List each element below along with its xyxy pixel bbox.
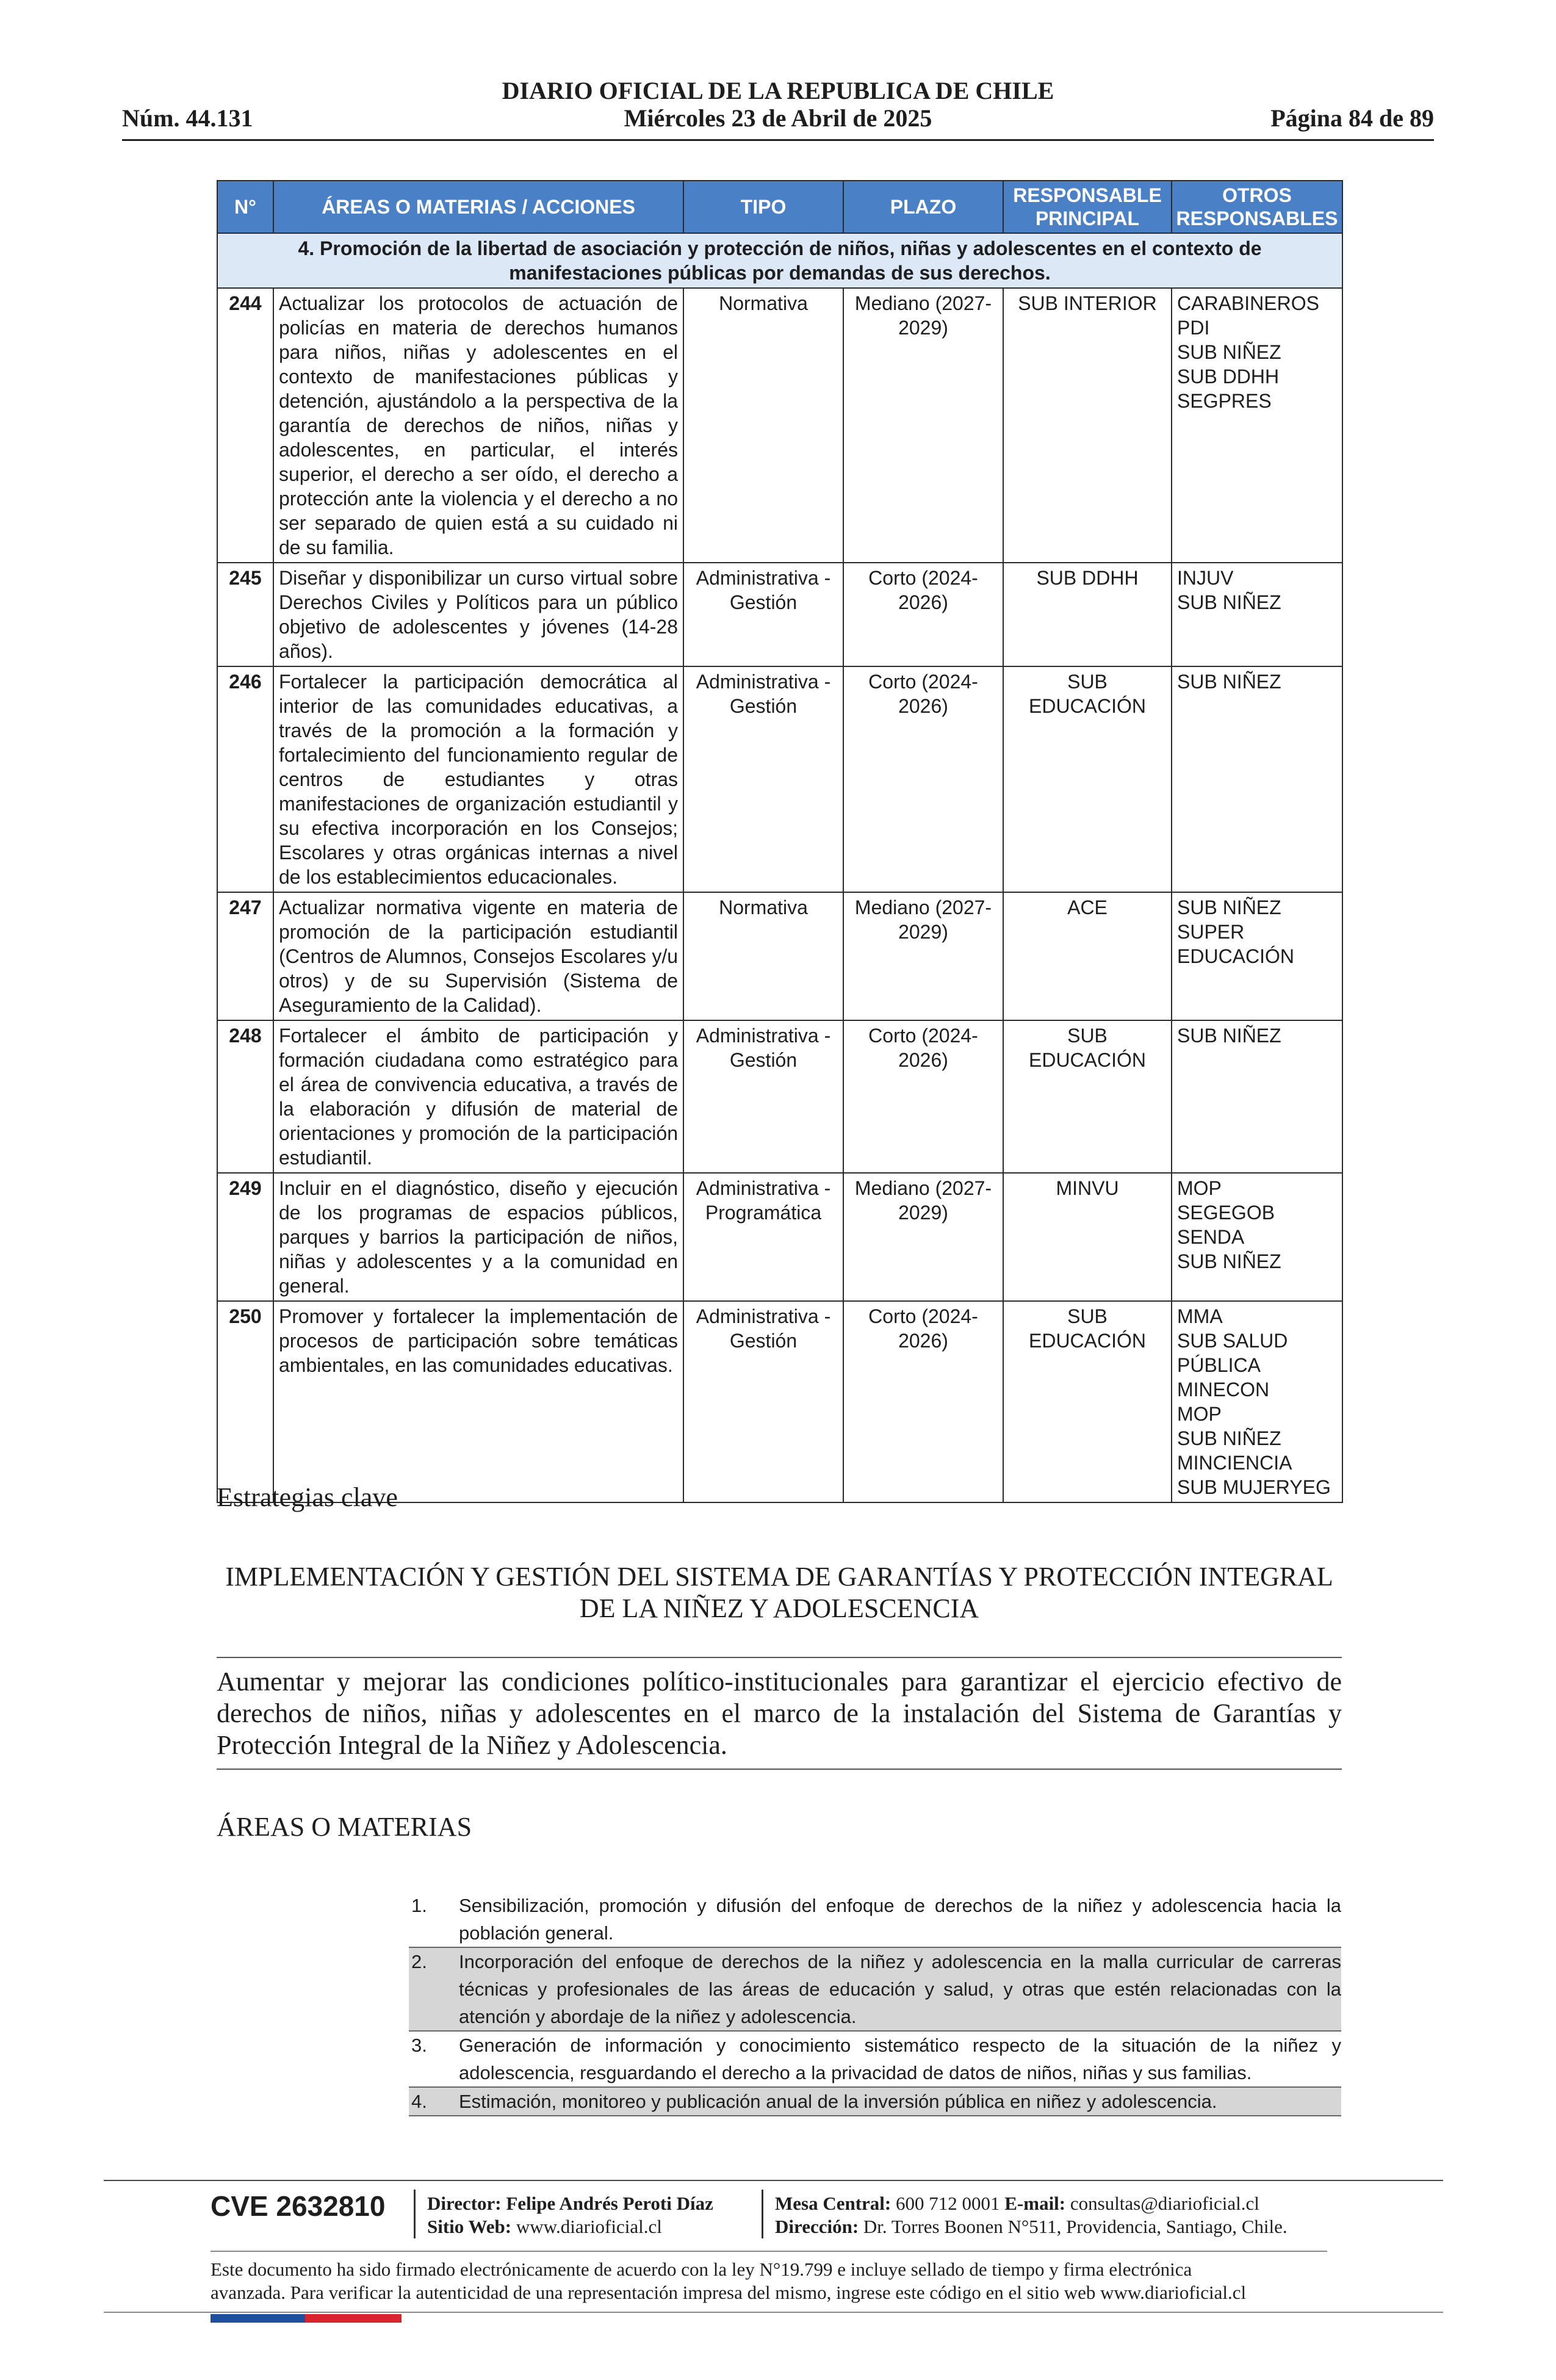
other-responsible: MMA [1177,1305,1223,1327]
row-number: 246 [217,666,273,892]
row-otros [1172,1020,1342,1173]
row-action: Fortalecer la participación democrática al interior de las comunidades educativas, a través de la promoción a la formación y fortalecimiento del funcionamiento regular de centros de estudiantes y otras manifestaciones de organización estudiantil y su efectiva incorporación en los Consejos; Escolares y otras orgánicas internas a nivel de los establecimientos educacionales. [273,666,683,892]
mesa-phone: 600 712 0001 [896,2193,1000,2214]
issue-number: Núm. 44.131 [122,104,253,132]
row-action: Promover y fortalecer la implementación de procesos de participación sobre temáticas ambientales, en las comunidades educativas. [273,1301,683,1502]
other-responsible: SEGPRES [1177,390,1272,412]
col-header-actions: ÁREAS O MATERIAS / ACCIONES [273,181,683,233]
actions-table [217,180,1343,1503]
other-responsible: SUB NIÑEZ [1177,341,1281,363]
mesa-label: Mesa Central: [775,2193,891,2214]
signature-note [211,2258,1246,2304]
other-responsible: SUB NIÑEZ [1177,896,1281,918]
row-action: Actualizar normativa vigente en materia de promoción de la participación estudiantil (Centros de Alumnos, Consejos Escolares y/u otros) y de su Supervisión (Sistema de Aseguramiento de la Calidad). [273,892,683,1020]
row-otros [1172,1173,1342,1301]
area-item-3 [409,2032,1341,2086]
area-item-1 [409,1892,1341,1947]
row-plazo: Mediano (2027-2029) [843,288,1003,563]
address-text: Dr. Torres Boonen N°511, Providencia, Santiago, Chile. [863,2216,1288,2237]
row-tipo: Administrativa - Gestión [683,1020,843,1173]
area-divider [409,2115,1341,2116]
section-title: 4. Promoción de la libertad de asociación y protección de niños, niñas y adolescentes en el contexto de manifestaciones públicas por demandas de sus derechos. [217,233,1342,288]
signature-note-line1: Este documento ha sido firmado electrónicamente de acuerdo con la ley N°19.799 e incluye sellado de tiempo y firma electrónica [211,2259,1192,2280]
newspaper-title: DIARIO OFICIAL DE LA REPUBLICA DE CHILE [502,77,1054,104]
row-action: Diseñar y disponibilizar un curso virtual sobre Derechos Civiles y Políticos para un público objetivo de adolescentes y jóvenes (14-28 años). [273,563,683,666]
other-responsible: MOP [1177,1177,1222,1199]
other-responsible: SUPER EDUCACIÓN [1177,921,1295,967]
row-plazo: Corto (2024-2026) [843,563,1003,666]
row-plazo: Mediano (2027-2029) [843,892,1003,1020]
row-plazo: Mediano (2027-2029) [843,1173,1003,1301]
row-otros [1172,288,1342,563]
area-text: Estimación, monitoreo y publicación anual de la inversión pública en niñez y adolescencia. [459,2091,1217,2112]
area-text: Generación de información y conocimiento sistemático respecto de la situación de la niñez y adolescencia, resguardando el derecho a la privacidad de datos de niños, niñas y sus familias. [459,2035,1341,2083]
row-responsable: SUB EDUCACIÓN [1003,1020,1172,1173]
row-number: 249 [217,1173,273,1301]
row-number: 250 [217,1301,273,1502]
row-action: Incluir en el diagnóstico, diseño y ejecución de los programas de espacios públicos, parques y barrios la participación de niños, niñas y adolescentes y a la comunidad en general. [273,1173,683,1301]
area-number: 3. [411,2035,427,2056]
row-tipo: Administrativa - Gestión [683,563,843,666]
website-label: Sitio Web: [427,2216,512,2237]
flag-stripe-red [305,2314,402,2323]
row-tipo: Administrativa - Gestión [683,1301,843,1502]
email-link[interactable]: consultas@diarioficial.cl [1070,2193,1259,2214]
other-responsible: PDI [1177,317,1210,339]
area-number: 1. [411,1895,427,1916]
areas-label: ÁREAS O MATERIAS [217,1812,472,1842]
strategy-objective: Aumentar y mejorar las condiciones político-institucionales para garantizar el ejercicio efectivo de derechos de niños, niñas y adolescentes en el marco de la instalación del Sistema de Garantías y Protección Integral de la Niñez y Adolescencia. [217,1667,1342,1760]
row-number: 248 [217,1020,273,1173]
col-header-responsable: RESPONSABLE PRINCIPAL [1003,181,1172,233]
row-action: Actualizar los protocolos de actuación de policías en materia de derechos humanos para niños, niñas y adolescentes en el contexto de manifestaciones públicas y detención, ajustándolo a la perspectiva de la garantía de derechos de niños, niñas y adolescentes, en particular, el interés superior, el derecho a ser oído, el derecho a protección ante la violencia y el derecho a no ser separado de quien está a su cuidado ni de su familia. [273,288,683,563]
other-responsible: MINCIENCIA [1177,1452,1292,1474]
header-rule [122,139,1434,141]
row-tipo: Normativa [683,892,843,1020]
other-responsible: INJUV [1177,567,1234,589]
area-number: 2. [411,1951,427,1972]
other-responsible: MOP [1177,1403,1222,1425]
area-text: Incorporación del enfoque de derechos de la niñez y adolescencia en la malla curricular de carreras técnicas y profesionales de las áreas de educación y salud, y otras que estén relacionadas con la atención y abordaje de la niñez y adolescencia. [459,1951,1341,2027]
row-number: 247 [217,892,273,1020]
objective-bottom-rule [217,1769,1342,1770]
row-responsable: ACE [1003,892,1172,1020]
other-responsible: SUB NIÑEZ [1177,591,1281,613]
section-row [217,233,1342,288]
row-tipo: Administrativa - Programática [683,1173,843,1301]
email-label: E-mail: [1004,2193,1066,2214]
other-responsible: SUB NIÑEZ [1177,671,1281,693]
row-responsable: SUB EDUCACIÓN [1003,1301,1172,1502]
row-number: 245 [217,563,273,666]
strategies-heading: IMPLEMENTACIÓN Y GESTIÓN DEL SISTEMA DE GARANTÍAS Y PROTECCIÓN INTEGRAL DE LA NIÑEZ Y ADOLESCENCIA [225,1562,1333,1623]
footer-bottom-rule [104,2312,1443,2313]
other-responsible: SUB NIÑEZ [1177,1250,1281,1272]
table-row [217,892,1342,1020]
strategies-label: Estrategias clave [217,1482,398,1512]
row-tipo: Administrativa - Gestión [683,666,843,892]
table-row [217,666,1342,892]
row-plazo: Corto (2024-2026) [843,666,1003,892]
row-plazo: Corto (2024-2026) [843,1020,1003,1173]
row-otros [1172,666,1342,892]
table-row [217,1301,1342,1502]
row-otros [1172,892,1342,1020]
other-responsible: SUB MUJERYEG [1177,1476,1331,1498]
table-row [217,1020,1342,1173]
row-action: Fortalecer el ámbito de participación y formación ciudadana como estratégico para el área de convivencia educativa, a través de la elaboración y difusión de material de orientaciones y promoción de la participación estudiantil. [273,1020,683,1173]
row-number: 244 [217,288,273,563]
area-text: Sensibilización, promoción y difusión del enfoque de derechos de la niñez y adolescencia hacia la población general. [459,1895,1341,1944]
row-otros [1172,1301,1342,1502]
other-responsible: SUB SALUD PÚBLICA [1177,1330,1288,1376]
row-tipo: Normativa [683,288,843,563]
row-otros [1172,563,1342,666]
col-header-otros: OTROS RESPONSABLES [1172,181,1342,233]
row-responsable: SUB DDHH [1003,563,1172,666]
footer-contact-block [775,2192,1288,2238]
page-indicator: Página 84 de 89 [1270,104,1434,132]
issue-date: Miércoles 23 de Abril de 2025 [624,104,932,132]
col-header-num: N° [217,181,273,233]
area-item-4 [409,2088,1341,2115]
other-responsible: SUB DDHH [1177,366,1280,388]
other-responsible: SEGEGOB [1177,1202,1275,1224]
col-header-tipo: TIPO [683,181,843,233]
table-row [217,1173,1342,1301]
objective-top-rule [217,1657,1342,1658]
cve-code: CVE 2632810 [211,2190,386,2222]
website-link[interactable]: www.diarioficial.cl [516,2216,662,2237]
area-item-2 [409,1948,1341,2030]
footer-director-block [427,2192,713,2238]
director-label: Director: [427,2193,502,2214]
row-responsable: SUB EDUCACIÓN [1003,666,1172,892]
row-responsable: SUB INTERIOR [1003,288,1172,563]
area-number: 4. [411,2091,427,2112]
row-plazo: Corto (2024-2026) [843,1301,1003,1502]
footer-divider [762,2190,763,2238]
col-header-plazo: PLAZO [843,181,1003,233]
other-responsible: SUB NIÑEZ [1177,1427,1281,1449]
director-name: Felipe Andrés Peroti Díaz [506,2193,713,2214]
row-responsable: MINVU [1003,1173,1172,1301]
signature-note-line2: avanzada. Para verificar la autenticidad de una representación impresa del mismo, ingrese este código en el sitio web www.diarioficial.cl [211,2282,1247,2303]
table-row [217,288,1342,563]
flag-stripe-blue [211,2314,305,2323]
table-header-row [217,181,1342,233]
footer-top-rule [104,2180,1443,2181]
footer-mid-rule [211,2251,1327,2252]
areas-list [409,1892,1341,2116]
footer-divider [414,2190,416,2238]
address-label: Dirección: [775,2216,859,2237]
other-responsible: SENDA [1177,1226,1245,1248]
table-row [217,563,1342,666]
other-responsible: SUB NIÑEZ [1177,1025,1281,1047]
other-responsible: MINECON [1177,1379,1270,1401]
other-responsible: CARABINEROS [1177,292,1319,314]
